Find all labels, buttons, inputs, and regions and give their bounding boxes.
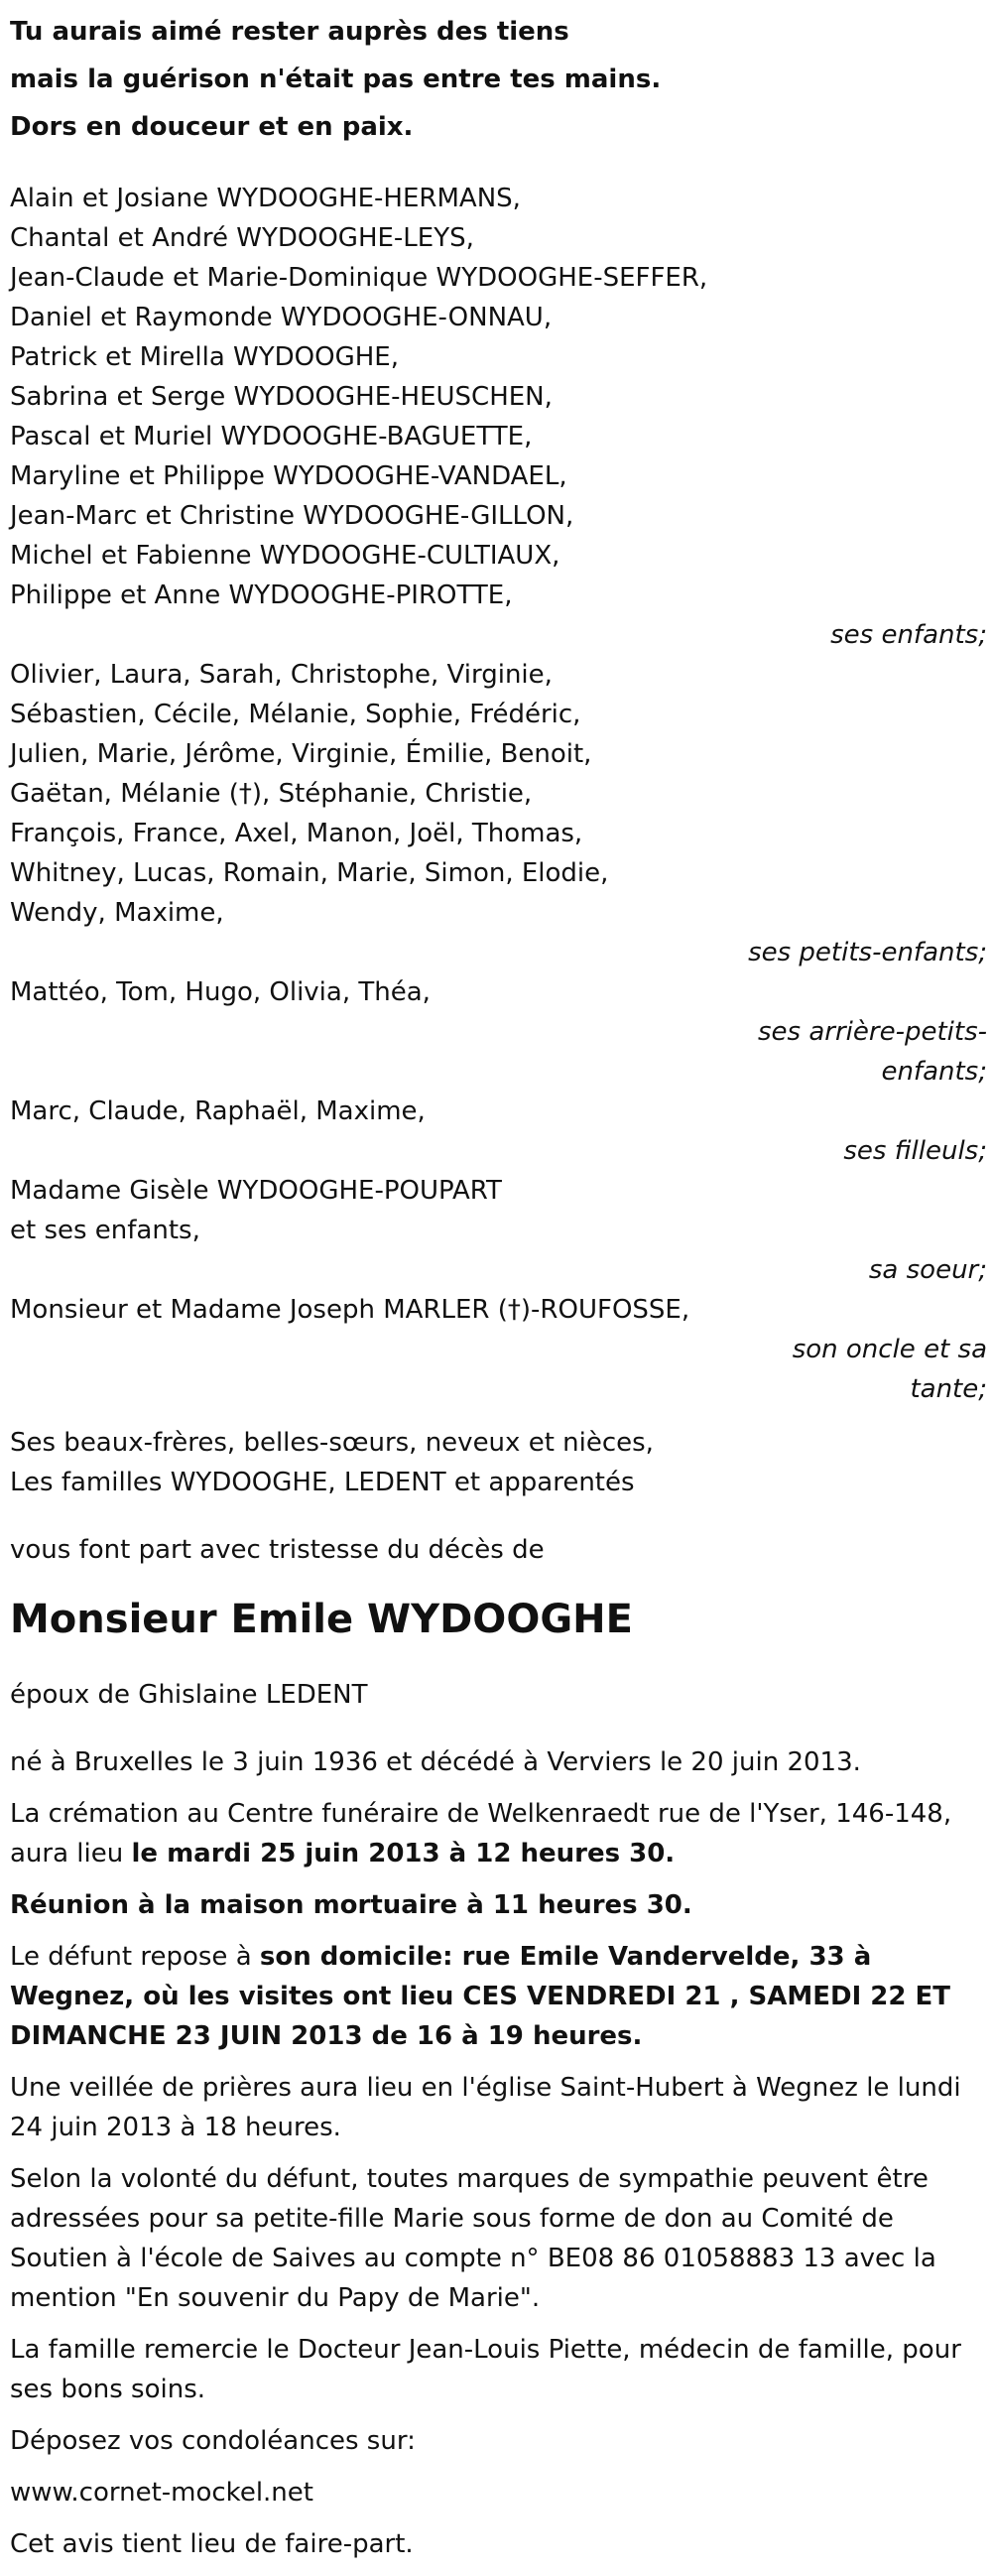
sister-section xyxy=(10,1171,987,1290)
family-line: Sébastien, Cécile, Mélanie, Sophie, Frédéric, xyxy=(10,700,581,729)
spouse-line: époux de Ghislaine LEDENT xyxy=(10,1680,368,1710)
reunion-text: Réunion à la maison mortuaire à 11 heures 30. xyxy=(10,1890,692,1920)
repose-location: son domicile: rue Emile Vandervelde, 33 à Wegnez, où les visites ont lieu CES VENDREDI 21 , SAMEDI 22 ET DIMANCHE 23 JUIN 2013 de 16 à 19 heures. xyxy=(10,1942,951,2051)
vigil-paragraph: Une veillée de prières aura lieu en l'église Saint-Hubert à Wegnez le lundi 24 juin 2013 à 18 heures. xyxy=(10,2073,961,2142)
family-line: Ses beaux-frères, belles-sœurs, neveux et nièces, xyxy=(10,1428,654,1458)
family-line: François, France, Axel, Manon, Joël, Thomas, xyxy=(10,819,583,848)
great-grandchildren-section xyxy=(10,972,987,1092)
obituary-notice xyxy=(10,8,987,2576)
announcement-text: vous font part avec tristesse du décès de xyxy=(10,1535,545,1565)
family-line: Les familles WYDOOGHE, LEDENT et apparentés xyxy=(10,1468,635,1497)
family-line: Madame Gisèle WYDOOGHE-POUPART xyxy=(10,1176,502,1206)
relation-label: ses filleuls; xyxy=(843,1136,987,1166)
family-line: Monsieur et Madame Joseph MARLER (†)-ROUFOSSE, xyxy=(10,1295,690,1325)
birth-death-line: né à Bruxelles le 3 juin 1936 et décédé à Verviers le 20 juin 2013. xyxy=(10,1747,861,1777)
reunion-paragraph xyxy=(10,1885,987,1925)
relation-label: enfants; xyxy=(881,1057,987,1087)
family-line: Marc, Claude, Raphaël, Maxime, xyxy=(10,1096,426,1126)
family-line: Sabrina et Serge WYDOOGHE-HEUSCHEN, xyxy=(10,382,553,412)
donation-paragraph: Selon la volonté du défunt, toutes marques de sympathie peuvent être adressées pour sa petite-fille Marie sous forme de don au Comité de Soutien à l'école de Saives au compte n° BE08 86 01058883 13 avec la mention "En souvenir du Papy de Marie". xyxy=(10,2164,936,2313)
cremation-text: La crémation au Centre funéraire de Welkenraedt rue de l'Yser, 146-148, aura lieu xyxy=(10,1799,952,1868)
relation-label: son oncle et sa xyxy=(792,1335,987,1364)
repose-paragraph xyxy=(10,1937,987,2056)
intro-line: Tu aurais aimé rester auprès des tiens xyxy=(10,17,569,47)
family-line: et ses enfants, xyxy=(10,1216,200,1245)
thanks-paragraph: La famille remercie le Docteur Jean-Louis Piette, médecin de famille, pour ses bons soins. xyxy=(10,2335,961,2404)
cremation-date: le mardi 25 juin 2013 à 12 heures 30. xyxy=(131,1839,676,1868)
cremation-paragraph xyxy=(10,1794,987,1873)
family-line: Alain et Josiane WYDOOGHE-HERMANS, xyxy=(10,184,521,213)
condolences-label: Déposez vos condoléances sur: xyxy=(10,2426,416,2456)
family-line: Jean-Claude et Marie-Dominique WYDOOGHE-SEFFER, xyxy=(10,263,708,293)
family-line: Olivier, Laura, Sarah, Christophe, Virginie, xyxy=(10,660,553,690)
intro-verse xyxy=(10,8,987,151)
family-line: Michel et Fabienne WYDOOGHE-CULTIAUX, xyxy=(10,541,560,571)
great-grandchildren-names xyxy=(10,972,764,1012)
family-line: Chantal et André WYDOOGHE-LEYS, xyxy=(10,223,474,253)
family-line: Jean-Marc et Christine WYDOOGHE-GILLON, xyxy=(10,501,574,531)
grandchildren-names xyxy=(10,655,764,933)
relation-label: sa soeur; xyxy=(868,1255,987,1285)
deceased-name: Monsieur Emile WYDOOGHE xyxy=(10,1597,633,1642)
family-line: Wendy, Maxime, xyxy=(10,898,224,928)
family-line: Julien, Marie, Jérôme, Virginie, Émilie, Benoit, xyxy=(10,739,592,769)
intro-line: Dors en douceur et en paix. xyxy=(10,112,414,142)
intro-line: mais la guérison n'était pas entre tes mains. xyxy=(10,64,662,94)
children-names xyxy=(10,179,764,615)
uncle-section xyxy=(10,1290,987,1409)
family-line: Gaëtan, Mélanie (†), Stéphanie, Christie, xyxy=(10,779,533,809)
website-link[interactable]: www.cornet-mockel.net xyxy=(10,2478,313,2508)
family-line: Maryline et Philippe WYDOOGHE-VANDAEL, xyxy=(10,461,567,491)
family-line: Whitney, Lucas, Romain, Marie, Simon, Elodie, xyxy=(10,858,609,888)
children-section xyxy=(10,179,987,655)
grandchildren-section xyxy=(10,655,987,972)
family-line: Philippe et Anne WYDOOGHE-PIROTTE, xyxy=(10,580,513,610)
closing-line: Cet avis tient lieu de faire-part. xyxy=(10,2529,414,2559)
funeral-details xyxy=(10,1742,987,2564)
family-line: Patrick et Mirella WYDOOGHE, xyxy=(10,342,399,372)
family-line: Mattéo, Tom, Hugo, Olivia, Théa, xyxy=(10,977,431,1007)
godchildren-names xyxy=(10,1092,764,1131)
godchildren-section xyxy=(10,1092,987,1171)
relation-label: ses arrière-petits- xyxy=(758,1017,987,1047)
repose-text: Le défunt repose à xyxy=(10,1942,260,1972)
uncle-names xyxy=(10,1290,764,1330)
family-line: Pascal et Muriel WYDOOGHE-BAGUETTE, xyxy=(10,422,533,451)
relation-label: tante; xyxy=(910,1374,987,1404)
other-relatives xyxy=(10,1423,987,1502)
sister-names xyxy=(10,1171,764,1250)
relation-label: ses enfants; xyxy=(830,620,987,650)
family-line: Daniel et Raymonde WYDOOGHE-ONNAU, xyxy=(10,303,553,332)
relation-label: ses petits-enfants; xyxy=(748,938,987,967)
